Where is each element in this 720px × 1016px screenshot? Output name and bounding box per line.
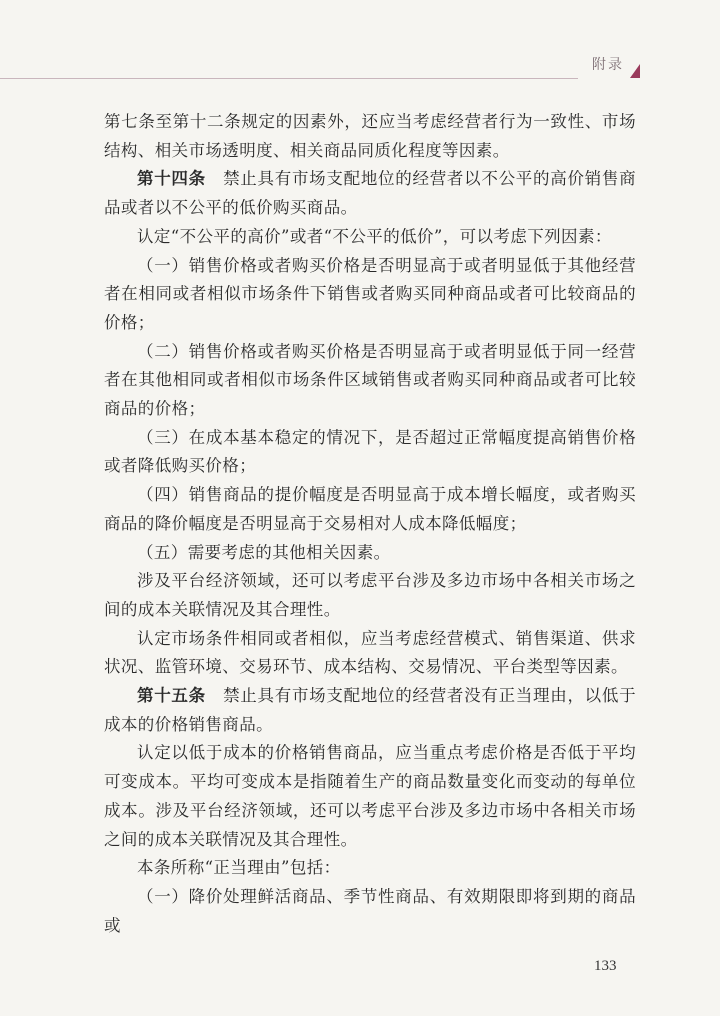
paragraph [104, 682, 636, 739]
paragraph-text: 第七条至第十二条规定的因素外，还应当考虑经营者行为一致性、市场结构、相关市场透明度、相关商品同质化程度等因素。 [104, 112, 636, 160]
paragraph-text: 认定以低于成本的价格销售商品，应当重点考虑价格是否低于平均可变成本。平均可变成本是指随着生产的商品数量变化而变动的每单位成本。涉及平台经济领域，还可以考虑平台涉及多边市场中各相关市场之间的成本关联情况及其合理性。 [104, 743, 636, 849]
paragraph [104, 165, 636, 222]
paragraph-text: 涉及平台经济领域，还可以考虑平台涉及多边市场中各相关市场之间的成本关联情况及其合理性。 [104, 571, 636, 619]
paragraph-text: 认定“不公平的高价”或者“不公平的低价”，可以考虑下列因素： [137, 226, 612, 246]
paragraph [104, 625, 636, 682]
paragraph [104, 252, 636, 338]
paragraph [104, 883, 636, 940]
paragraph-text: （三）在成本基本稳定的情况下，是否超过正常幅度提高销售价格或者降低购买价格； [104, 427, 636, 476]
header-section-label: 附录 [592, 57, 624, 73]
paragraph [104, 424, 636, 481]
paragraph [104, 539, 636, 568]
paragraph-text: （二）销售价格或者购买价格是否明显高于或者明显低于同一经营者在其他相同或者相似市场条件区域销售或者购买同种商品或者可比较商品的价格； [104, 341, 636, 419]
paragraph-text: 认定市场条件相同或者相似，应当考虑经营模式、销售渠道、供求状况、监管环境、交易环节、成本结构、交易情况、平台类型等因素。 [104, 628, 636, 677]
article-number: 第十五条 [137, 686, 206, 706]
paragraph [104, 739, 636, 854]
paragraph [104, 854, 636, 883]
paragraph-text: 本条所称“正当理由”包括： [137, 858, 341, 878]
paragraph [104, 481, 636, 538]
paragraph-text: （一）销售价格或者购买价格是否明显高于或者明显低于其他经营者在相同或者相似市场条件下销售或者购买同种商品或者可比较商品的价格； [104, 255, 636, 332]
page-number: 133 [594, 958, 617, 974]
paragraph-text: （五）需要考虑的其他相关因素。 [137, 542, 391, 562]
header-rule [0, 78, 578, 79]
article-number: 第十四条 [137, 169, 206, 189]
body-text [104, 108, 636, 940]
paragraph-text: （一）降价处理鲜活商品、季节性商品、有效期限即将到期的商品或 [104, 886, 636, 935]
paragraph [104, 567, 636, 624]
header-triangle-icon [630, 64, 640, 78]
paragraph [104, 108, 636, 165]
paragraph-text: 禁止具有市场支配地位的经营者没有正当理由，以低于成本的价格销售商品。 [104, 686, 636, 734]
running-header [0, 44, 720, 84]
paragraph [104, 223, 636, 252]
paragraph-text: （四）销售商品的提价幅度是否明显高于成本增长幅度，或者购买商品的降价幅度是否明显高于交易相对人成本降低幅度； [104, 485, 636, 533]
paragraph-text: 禁止具有市场支配地位的经营者以不公平的高价销售商品或者以不公平的低价购买商品。 [104, 169, 636, 218]
paragraph [104, 338, 636, 424]
